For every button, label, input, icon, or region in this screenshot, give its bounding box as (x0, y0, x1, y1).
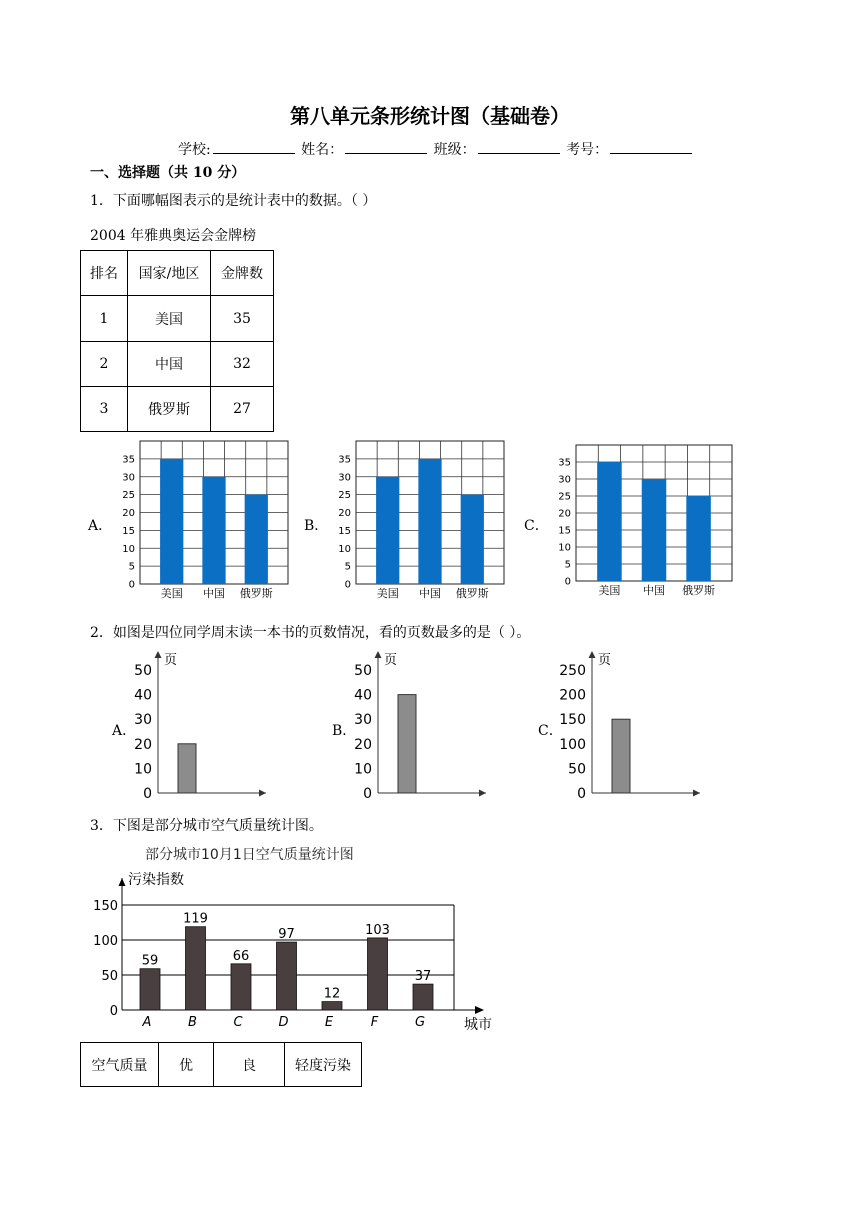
option-c-label[interactable]: C． (524, 518, 549, 534)
table-cell: 27 (211, 387, 274, 432)
table-header-row (81, 251, 274, 296)
q2-chart-b (348, 648, 498, 806)
bar (322, 1002, 342, 1010)
option-a-label[interactable]: A． (88, 518, 113, 534)
table-cell: 1 (81, 296, 128, 342)
y-tick-label: 25 (558, 491, 571, 503)
x-tick-label: 中国 (419, 587, 441, 600)
y-tick-label: 250 (559, 663, 586, 679)
y-tick-label: 20 (134, 736, 152, 753)
y-axis-arrow (375, 651, 382, 658)
name-label: 姓名： (301, 142, 344, 158)
x-axis-arrow (479, 790, 486, 797)
class-label: 班级： (433, 142, 476, 158)
y-axis-label: 页 (598, 653, 612, 668)
data-label: 119 (183, 911, 208, 927)
y-tick-label: 0 (128, 579, 135, 591)
question-3-text: 3．下图是部分城市空气质量统计图。 (90, 818, 323, 834)
y-tick-label: 25 (122, 490, 135, 502)
school-blank[interactable] (213, 141, 295, 154)
bar (597, 462, 622, 581)
y-tick-label: 30 (558, 474, 571, 486)
question-1-text: 1．下面哪幅图表示的是统计表中的数据。（ ） (90, 193, 377, 209)
x-tick-label: 美国 (598, 584, 621, 597)
y-axis-arrow (155, 651, 162, 658)
y-tick-label: 20 (338, 508, 351, 519)
table-cell: 32 (211, 342, 274, 387)
y-tick-label: 20 (354, 736, 372, 753)
data-label: 37 (414, 969, 432, 985)
name-blank[interactable] (345, 141, 427, 154)
x-tick-label: 中国 (643, 584, 665, 597)
y-tick-label: 0 (564, 576, 571, 588)
table-header: 国家/地区 (128, 251, 211, 296)
q3-air-quality-chart (80, 842, 520, 1036)
y-tick-label: 50 (134, 663, 152, 679)
table-cell: 35 (211, 296, 274, 342)
y-tick-label: 0 (577, 786, 586, 802)
y-tick-label: 5 (344, 561, 351, 573)
y-tick-label: 100 (93, 934, 118, 949)
data-label: 97 (278, 927, 295, 943)
y-tick-label: 15 (558, 525, 571, 537)
bar (413, 984, 433, 1010)
q1-chart-c (548, 440, 738, 598)
y-tick-label: 40 (134, 687, 152, 704)
table-header: 金牌数 (211, 251, 274, 296)
bar (160, 459, 183, 584)
y-tick-label: 100 (559, 736, 586, 753)
y-tick-label: 0 (344, 579, 351, 591)
y-tick-label: 0 (363, 786, 372, 802)
x-tick-label: E (324, 1015, 334, 1030)
y-tick-label: 150 (559, 712, 586, 729)
data-label: 59 (141, 953, 159, 969)
q2-chart-a (128, 648, 278, 806)
x-axis-arrow (693, 790, 700, 797)
y-axis-label: 污染指数 (128, 872, 184, 888)
data-label: 103 (365, 922, 390, 938)
table-row (81, 1043, 362, 1087)
table-cell: 优 (159, 1043, 214, 1087)
y-tick-label: 15 (122, 525, 135, 537)
bar (178, 744, 196, 793)
bar (461, 495, 484, 584)
medal-table-title: 2004 年雅典奥运会金牌榜 (90, 228, 257, 244)
y-tick-label: 25 (338, 490, 351, 502)
table-cell: 良 (214, 1043, 285, 1087)
student-info-line (178, 139, 694, 159)
y-tick-label: 20 (558, 508, 571, 520)
bar (140, 969, 160, 1010)
y-tick-label: 30 (122, 472, 135, 484)
bar (186, 927, 206, 1010)
question-2-text: 2．如图是四位同学周末读一本书的页数情况，看的页数最多的是（ ）。 (90, 625, 531, 641)
table-cell: 3 (81, 387, 128, 432)
x-axis-arrow (259, 790, 266, 797)
q2-chart-c (559, 648, 712, 806)
x-tick-label: F (370, 1015, 379, 1030)
medal-table (80, 250, 274, 432)
y-axis-arrow (589, 651, 596, 658)
data-label: 12 (323, 986, 341, 1002)
y-axis-arrow (119, 878, 126, 886)
exam-no-label: 考号： (566, 142, 609, 158)
y-tick-label: 10 (134, 761, 152, 778)
x-tick-label: 美国 (376, 587, 399, 600)
y-tick-label: 30 (338, 472, 351, 484)
x-tick-label: B (188, 1015, 197, 1030)
y-tick-label: 10 (338, 543, 351, 555)
y-tick-label: 35 (338, 454, 351, 466)
bar (398, 695, 416, 793)
x-axis-label: 城市 (464, 1017, 492, 1033)
option-a-label[interactable]: A． (112, 723, 137, 739)
air-quality-table (80, 1042, 362, 1087)
y-tick-label: 5 (564, 559, 571, 571)
y-tick-label: 30 (354, 712, 372, 729)
page-title: 第八单元条形统计图（基础卷） (290, 104, 570, 128)
x-tick-label: C (233, 1015, 243, 1030)
y-tick-label: 5 (128, 561, 135, 573)
y-tick-label: 35 (122, 454, 135, 466)
y-tick-label: 50 (354, 663, 372, 679)
x-tick-label: 俄罗斯 (455, 587, 489, 600)
y-tick-label: 10 (558, 542, 571, 554)
x-tick-label: 中国 (203, 587, 225, 600)
y-tick-label: 15 (338, 525, 351, 537)
y-tick-label: 0 (109, 1004, 118, 1019)
bar (277, 942, 297, 1010)
bar (231, 964, 251, 1010)
bar (418, 459, 441, 584)
y-tick-label: 50 (101, 969, 118, 984)
option-b-label[interactable]: B． (332, 723, 357, 739)
x-tick-label: 美国 (160, 587, 183, 600)
y-tick-label: 30 (134, 712, 152, 729)
y-tick-label: 10 (122, 543, 135, 555)
q1-chart-b (328, 436, 513, 601)
x-tick-label: 俄罗斯 (682, 584, 716, 597)
bar (612, 719, 630, 793)
option-b-label[interactable]: B． (304, 518, 329, 534)
y-tick-label: 35 (558, 457, 571, 469)
y-axis-label: 页 (164, 653, 178, 668)
x-axis-arrow (475, 1006, 484, 1014)
exam-no-blank[interactable] (610, 141, 692, 154)
table-cell: 俄罗斯 (128, 387, 211, 432)
option-c-label[interactable]: C． (538, 723, 563, 739)
x-tick-label: D (278, 1015, 289, 1030)
class-blank[interactable] (478, 141, 560, 154)
table-cell: 轻度污染 (285, 1043, 362, 1087)
table-row (81, 387, 274, 432)
bar (245, 495, 268, 584)
y-axis-label: 页 (384, 653, 398, 668)
table-row (81, 342, 274, 387)
bar (642, 479, 667, 581)
q1-chart-a (112, 436, 297, 601)
section-heading: 一、选择题（共 10 分） (90, 165, 246, 181)
table-cell: 美国 (128, 296, 211, 342)
table-header: 排名 (81, 251, 128, 296)
bar (368, 938, 388, 1010)
y-tick-label: 150 (93, 899, 118, 914)
table-row (81, 296, 274, 342)
chart-title: 部分城市10月1日空气质量统计图 (145, 847, 354, 863)
x-tick-label: 俄罗斯 (239, 587, 273, 600)
y-tick-label: 200 (559, 687, 586, 704)
school-label: 学校: (178, 142, 211, 158)
bar (686, 496, 711, 581)
table-cell: 中国 (128, 342, 211, 387)
x-tick-label: A (142, 1015, 152, 1030)
y-tick-label: 0 (143, 786, 152, 802)
data-label: 66 (232, 948, 250, 964)
table-cell: 空气质量 (81, 1043, 159, 1087)
y-tick-label: 40 (354, 687, 372, 704)
x-tick-label: G (414, 1015, 426, 1030)
y-tick-label: 20 (122, 508, 135, 519)
y-tick-label: 50 (568, 761, 586, 778)
table-cell: 2 (81, 342, 128, 387)
y-tick-label: 10 (354, 761, 372, 778)
bar (202, 477, 225, 584)
bar (376, 477, 399, 584)
